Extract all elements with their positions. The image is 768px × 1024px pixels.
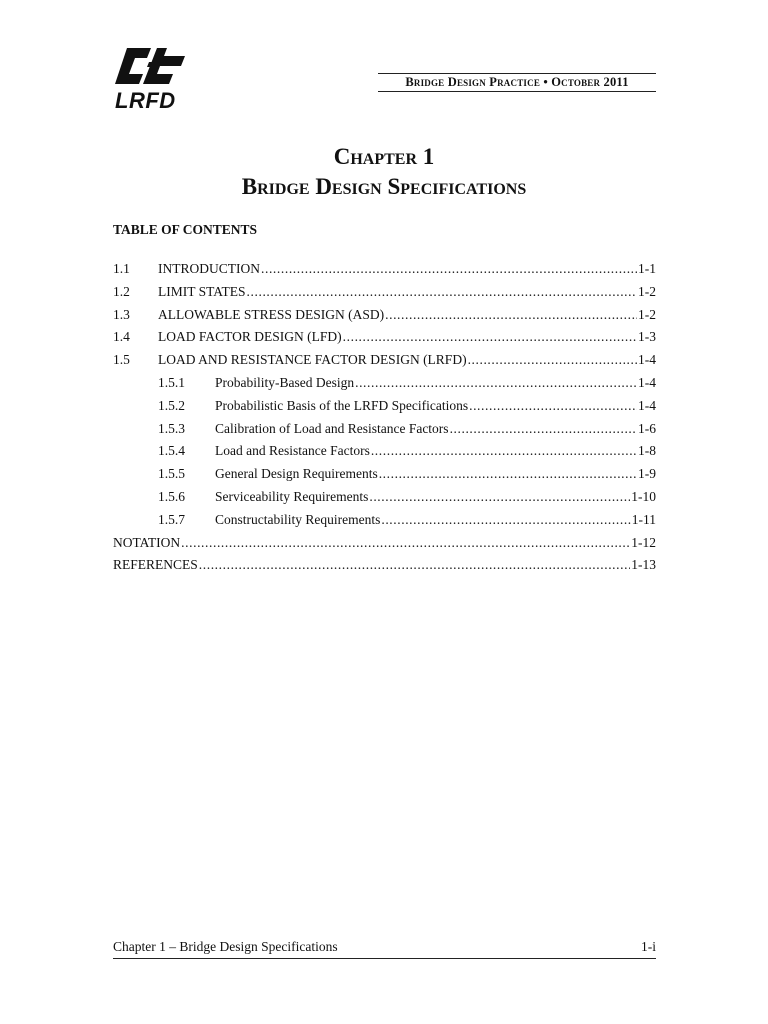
toc-entry[interactable] xyxy=(113,261,656,284)
toc-entry[interactable] xyxy=(113,352,656,375)
toc-entry-page: 1-3 xyxy=(638,329,656,345)
toc-entry-number: 1.5.7 xyxy=(158,511,185,527)
toc-leader-dots xyxy=(369,489,630,505)
toc-leader-dots xyxy=(379,466,637,482)
toc-entry-page: 1-10 xyxy=(631,488,656,504)
toc-leader-dots xyxy=(261,261,637,277)
toc-entry[interactable] xyxy=(113,307,656,330)
footer-chapter-title: Chapter 1 – Bridge Design Specifications xyxy=(113,939,338,954)
toc-entry-title: NOTATION xyxy=(113,534,181,550)
toc-leader-dots xyxy=(355,375,637,391)
toc-entry-page: 1-2 xyxy=(638,283,656,299)
toc-entry-title: Calibration of Load and Resistance Factors xyxy=(215,420,449,436)
toc-entry-number: 1.2 xyxy=(113,283,130,299)
footer-rule xyxy=(113,958,656,959)
toc-entry-title: Load and Resistance Factors xyxy=(215,443,370,459)
toc-entry-title: LOAD FACTOR DESIGN (LFD) xyxy=(158,329,342,345)
logo-lrfd-text: LRFD xyxy=(115,88,176,113)
toc-entry-page: 1-4 xyxy=(638,374,656,390)
toc-entry-number: 1.5.2 xyxy=(158,397,185,413)
toc-subentry[interactable] xyxy=(113,421,656,444)
toc-entry-title: General Design Requirements xyxy=(215,466,378,482)
toc-leader-dots xyxy=(247,284,637,300)
toc-leader-dots xyxy=(181,535,630,551)
toc-subentry[interactable] xyxy=(113,375,656,398)
toc-entry-number: 1.5.3 xyxy=(158,420,185,436)
toc-entry-number: 1.3 xyxy=(113,306,130,322)
running-header: Bridge Design Practice • October 2011 xyxy=(405,75,629,89)
toc-entry[interactable] xyxy=(113,284,656,307)
toc-entry-page: 1-8 xyxy=(638,443,656,459)
toc-entry[interactable] xyxy=(113,329,656,352)
ct-logo-mark-icon xyxy=(113,44,191,88)
toc-entry-page: 1-4 xyxy=(638,397,656,413)
toc-entry-title: LOAD AND RESISTANCE FACTOR DESIGN (LRFD) xyxy=(158,352,467,368)
chapter-title: Bridge Design Specifications xyxy=(241,174,527,199)
toc-entry-page: 1-13 xyxy=(631,557,656,573)
toc-leader-dots xyxy=(199,557,630,573)
toc-leader-dots xyxy=(469,398,637,414)
toc-entry-page: 1-4 xyxy=(638,352,656,368)
toc-subentry[interactable] xyxy=(113,466,656,489)
toc-entry-number: 1.5.5 xyxy=(158,466,185,482)
table-of-contents xyxy=(113,261,656,580)
toc-entry-page: 1-11 xyxy=(631,511,656,527)
toc-leader-dots xyxy=(385,307,637,323)
caltrans-logo xyxy=(113,44,193,118)
toc-entry-title: Serviceability Requirements xyxy=(215,488,369,504)
toc-entry-number: 1.4 xyxy=(113,329,130,345)
toc-subentry[interactable] xyxy=(113,489,656,512)
toc-subentry[interactable] xyxy=(113,443,656,466)
toc-entry-title: REFERENCES xyxy=(113,557,198,573)
chapter-title-block xyxy=(0,142,768,202)
toc-entry-page: 1-6 xyxy=(638,420,656,436)
toc-subentry[interactable] xyxy=(113,512,656,535)
toc-entry-page: 1-12 xyxy=(631,534,656,550)
toc-entry-page: 1-9 xyxy=(638,466,656,482)
toc-leader-dots xyxy=(468,352,637,368)
toc-entry-notation[interactable] xyxy=(113,535,656,558)
toc-entry-number: 1.5 xyxy=(113,352,130,368)
toc-entry-title: INTRODUCTION xyxy=(158,261,260,276)
toc-entry-references[interactable] xyxy=(113,557,656,580)
footer-page-number: 1-i xyxy=(641,939,656,954)
toc-leader-dots xyxy=(343,329,637,345)
toc-entry-number: 1.5.1 xyxy=(158,374,185,390)
chapter-label: Chapter 1 xyxy=(333,144,435,169)
toc-subentry[interactable] xyxy=(113,398,656,421)
toc-entry-title: LIMIT STATES xyxy=(158,283,246,299)
header-rule-bottom xyxy=(378,91,656,92)
toc-entry-page: 1-2 xyxy=(638,306,656,322)
toc-entry-number: 1.5.6 xyxy=(158,488,185,504)
toc-leader-dots xyxy=(450,421,637,437)
toc-entry-number: 1.5.4 xyxy=(158,443,185,459)
toc-entry-title: Probabilistic Basis of the LRFD Specifications xyxy=(215,397,469,413)
toc-entry-title: Probability-Based Design xyxy=(215,374,355,390)
toc-heading: TABLE OF CONTENTS xyxy=(113,222,258,237)
toc-entry-number: 1.1 xyxy=(113,261,130,276)
toc-leader-dots xyxy=(381,512,630,528)
toc-leader-dots xyxy=(371,443,637,459)
toc-entry-title: Constructability Requirements xyxy=(215,511,381,527)
toc-entry-page: 1-1 xyxy=(638,261,656,276)
toc-entry-title: ALLOWABLE STRESS DESIGN (ASD) xyxy=(158,306,385,322)
header-rule-top xyxy=(378,73,656,74)
